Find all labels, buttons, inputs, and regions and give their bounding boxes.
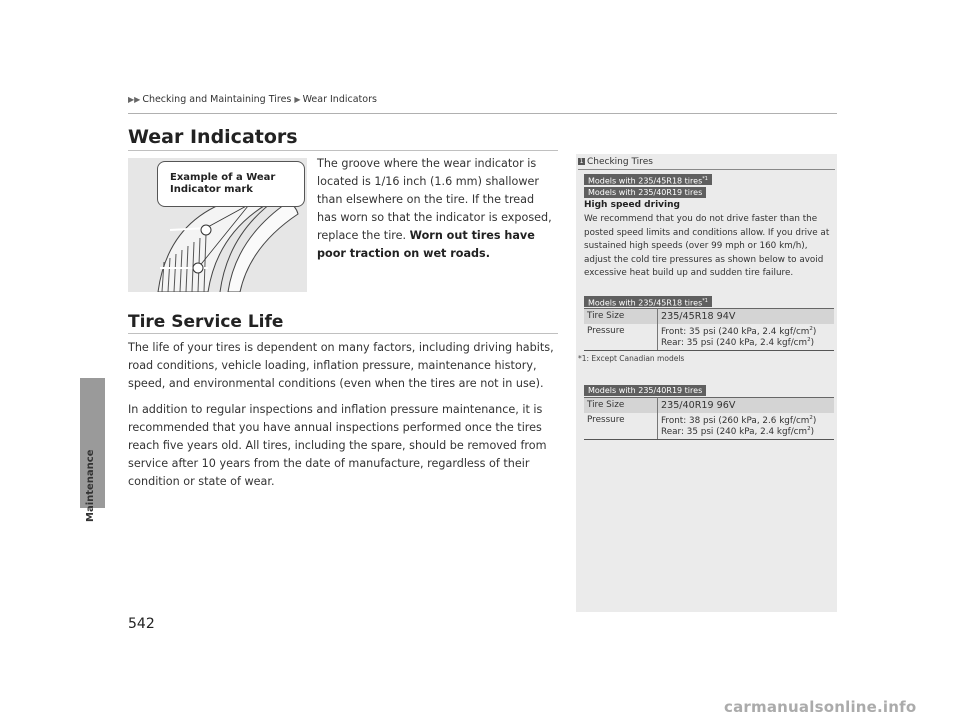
note-marker-icon: 1 (579, 158, 584, 165)
tire-size-label: Tire Size (584, 398, 658, 414)
tire-service-life-heading: Tire Service Life (128, 312, 284, 332)
tire-size-label: Tire Size (584, 309, 658, 325)
callout-text: Example of a Wear Indicator mark (170, 172, 276, 195)
watermark: carmanualsonline.info (724, 698, 917, 716)
wear-paragraph: The groove where the wear indicator is located is 1/16 inch (1.6 mm) shallower than elsewhere on the tire. If the tread has worn so that the indicator is exposed, replace the tire. (317, 157, 552, 242)
service-life-paragraph-2: In addition to regular inspections and inflation pressure maintenance, it is recommended that you have annual inspections performed once the tires reach five years old. All tires, including the spare, should be removed from service after 10 years from the date of manufacture, regardless of their condition or state of wear. (128, 403, 547, 488)
service-life-paragraph-1: The life of your tires is dependent on many factors, including driving habits, road conditions, vehicle loading, inflation pressure, maintenance history, speed, and environmental conditions (even when the tires are not in use). (128, 341, 554, 390)
pressure-values: Front: 38 psi (260 kPa, 2.6 kgf/$cm^2$) Rear: 35 psi (240 kPa, 2.4 kgf/$cm^2$) (658, 413, 835, 439)
wear-indicators-heading: Wear Indicators (128, 126, 298, 148)
section-tab-label: Maintenance (85, 449, 96, 522)
breadcrumb-item-2[interactable]: Wear Indicators (302, 94, 377, 105)
triangle-icon: ▶ (294, 95, 301, 104)
tire-size-value: 235/40R19 96V (658, 398, 835, 414)
breadcrumb-item-1[interactable]: Checking and Maintaining Tires (142, 94, 292, 105)
table-tag-18: Models with 235/45R18 tires$^{*1}$ (584, 296, 712, 307)
breadcrumb (128, 94, 377, 105)
table-row (584, 324, 834, 350)
table-tag-19: Models with 235/40R19 tires (584, 385, 706, 396)
triangle-icon: ▶▶ (128, 95, 141, 104)
notes-heading-text: Checking Tires (587, 157, 653, 167)
header-divider (128, 113, 837, 114)
high-speed-title: High speed driving (584, 200, 680, 210)
pressure-values: Front: 35 psi (240 kPa, 2.4 kgf/$cm^2$) Rear: 35 psi (240 kPa, 2.4 kgf/$cm^2$) (658, 324, 835, 350)
pressure-label: Pressure (584, 324, 658, 350)
table-row (584, 309, 834, 325)
model-tag-19: Models with 235/40R19 tires (584, 187, 706, 198)
tire-size-value: 235/45R18 94V (658, 309, 835, 325)
illustration-callout (157, 161, 305, 207)
heading-underline (128, 150, 558, 151)
section-tab-label-box (80, 430, 105, 520)
pressure-table-18 (584, 308, 834, 351)
table-row (584, 413, 834, 439)
high-speed-text: We recommend that you do not drive faster than the posted speed limits and conditions allow. If you drive at sustained high speeds (over 99 mph or 160 km/h), adjust the cold tire pressures as shown below to avoid excessive heat build up and sudden tire failure. (584, 214, 830, 278)
notes-heading-rule (578, 169, 835, 170)
notes-heading (578, 157, 653, 167)
footnote-mark: *1 (702, 176, 708, 182)
pressure-label: Pressure (584, 413, 658, 439)
footnote: *1: Except Canadian models (578, 354, 685, 363)
heading-underline (128, 333, 558, 334)
wear-warning: Worn out tires have poor traction on wet roads. (317, 229, 535, 260)
pressure-table-19 (584, 397, 834, 440)
wear-indicator-description (317, 155, 557, 263)
model-tag-18: Models with 235/45R18 tires$^{*1}$ (584, 174, 712, 185)
table-row (584, 398, 834, 414)
footnote-mark: *1 (702, 298, 708, 304)
page-number: 542 (128, 616, 155, 632)
